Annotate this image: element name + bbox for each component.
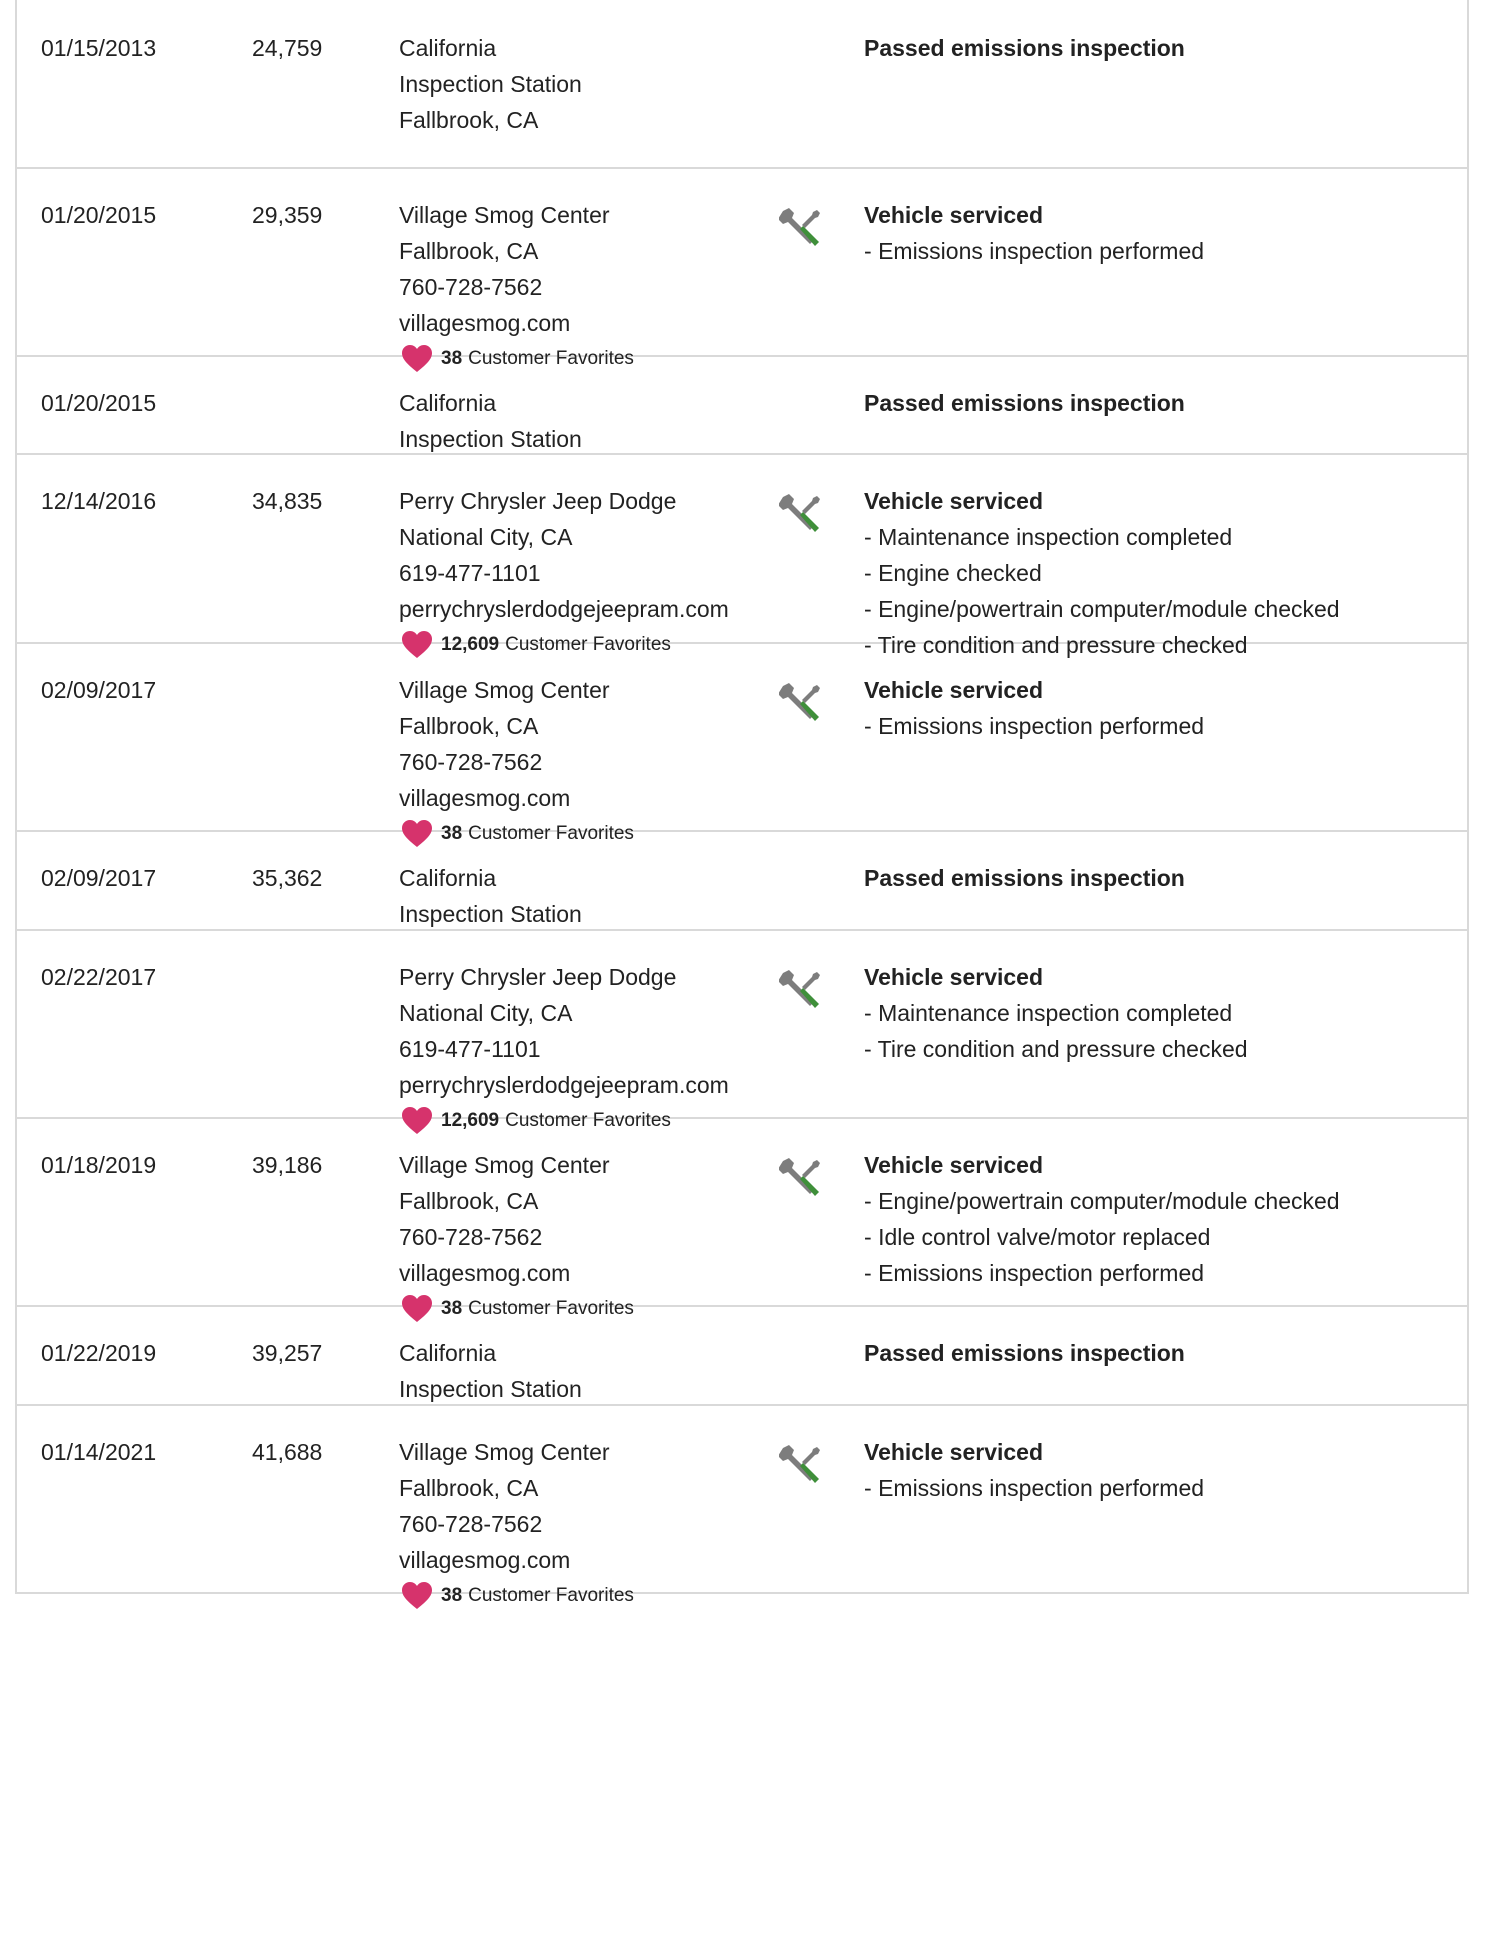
detail-item xyxy=(864,591,1340,627)
source-website-link[interactable]: perrychryslerdodgejeepram.com xyxy=(399,596,729,622)
record-source xyxy=(399,860,582,932)
wrench-screwdriver-icon xyxy=(779,491,823,535)
table-row xyxy=(17,1119,1467,1319)
source-line: Inspection Station xyxy=(399,901,582,927)
record-source xyxy=(399,483,729,663)
source-line: California xyxy=(399,1340,497,1366)
record-source xyxy=(399,30,582,138)
bullet-dash: - xyxy=(864,560,879,586)
favorites-label: Customer Favorites xyxy=(468,823,634,844)
record-date: 01/15/2013 xyxy=(41,35,157,61)
source-line: 760-728-7562 xyxy=(399,1511,543,1537)
record-comments xyxy=(864,483,1340,663)
source-line: 760-728-7562 xyxy=(399,274,543,300)
source-line: Perry Chrysler Jeep Dodge xyxy=(399,964,677,990)
detail-text: Emissions inspection performed xyxy=(878,713,1205,739)
detail-text: Engine/powertrain computer/module checked xyxy=(878,596,1340,622)
favorites-count: 38 xyxy=(441,348,463,369)
source-line: Fallbrook, CA xyxy=(399,107,539,133)
record-title: Passed emissions inspection xyxy=(864,1340,1185,1366)
table-row xyxy=(17,1406,1467,1606)
wrench-screwdriver-icon xyxy=(779,1155,823,1199)
wrench-screwdriver-icon xyxy=(779,205,823,249)
source-line: Fallbrook, CA xyxy=(399,238,539,264)
detail-item xyxy=(864,233,1204,269)
favorites-count: 12,609 xyxy=(441,634,500,655)
record-date: 02/22/2017 xyxy=(41,964,157,990)
source-line: Village Smog Center xyxy=(399,202,610,228)
source-line: Perry Chrysler Jeep Dodge xyxy=(399,488,677,514)
table-row xyxy=(17,644,1467,844)
table-row xyxy=(17,931,1467,1131)
detail-item xyxy=(864,708,1204,744)
bullet-dash: - xyxy=(864,1475,879,1501)
record-comments xyxy=(864,30,1185,66)
source-line: 760-728-7562 xyxy=(399,1224,543,1250)
record-source xyxy=(399,197,634,377)
record-title: Passed emissions inspection xyxy=(864,865,1185,891)
source-line: Village Smog Center xyxy=(399,1439,610,1465)
source-line: Inspection Station xyxy=(399,1376,582,1402)
detail-text: Tire condition and pressure checked xyxy=(877,1036,1248,1062)
bullet-dash: - xyxy=(864,713,879,739)
record-date: 01/20/2015 xyxy=(41,390,157,416)
bullet-dash: - xyxy=(864,632,878,658)
record-title: Vehicle serviced xyxy=(864,488,1044,514)
detail-item xyxy=(864,1031,1248,1067)
source-website-link[interactable]: villagesmog.com xyxy=(399,1260,571,1286)
source-line: Fallbrook, CA xyxy=(399,1188,539,1214)
record-comments xyxy=(864,860,1185,896)
source-line: Inspection Station xyxy=(399,426,582,452)
record-title: Vehicle serviced xyxy=(864,964,1044,990)
record-date: 02/09/2017 xyxy=(41,865,157,891)
record-title: Vehicle serviced xyxy=(864,1152,1044,1178)
bullet-dash: - xyxy=(864,596,879,622)
vehicle-history-table xyxy=(15,0,1469,1606)
detail-item xyxy=(864,1183,1340,1219)
wrench-screwdriver-icon xyxy=(779,1442,823,1486)
record-mileage: 39,186 xyxy=(252,1152,323,1178)
record-title: Vehicle serviced xyxy=(864,677,1044,703)
source-line: 619-477-1101 xyxy=(399,560,541,586)
source-line: Fallbrook, CA xyxy=(399,713,539,739)
record-source xyxy=(399,672,634,852)
favorites-label: Customer Favorites xyxy=(505,634,671,655)
bullet-dash: - xyxy=(864,1036,878,1062)
table-row xyxy=(17,0,1467,169)
bullet-dash: - xyxy=(864,524,879,550)
bullet-dash: - xyxy=(864,238,879,264)
bullet-dash: - xyxy=(864,1260,879,1286)
record-comments xyxy=(864,1147,1340,1291)
record-date: 01/20/2015 xyxy=(41,202,157,228)
source-line: California xyxy=(399,865,497,891)
source-website-link[interactable]: villagesmog.com xyxy=(399,785,571,811)
detail-item xyxy=(864,555,1340,591)
record-date: 12/14/2016 xyxy=(41,488,157,514)
record-source xyxy=(399,1147,634,1327)
bullet-dash: - xyxy=(864,1000,879,1026)
record-source xyxy=(399,385,582,457)
source-line: Village Smog Center xyxy=(399,1152,610,1178)
record-comments xyxy=(864,1335,1185,1371)
detail-item xyxy=(864,1219,1340,1255)
favorites-count: 38 xyxy=(441,1585,463,1606)
detail-text: Maintenance inspection completed xyxy=(878,524,1233,550)
wrench-screwdriver-icon xyxy=(779,967,823,1011)
record-title: Vehicle serviced xyxy=(864,202,1044,228)
record-date: 02/09/2017 xyxy=(41,677,157,703)
bullet-dash: - xyxy=(864,1188,879,1214)
detail-text: Emissions inspection performed xyxy=(878,238,1205,264)
source-line: National City, CA xyxy=(399,524,573,550)
table-row xyxy=(17,1307,1467,1406)
record-comments xyxy=(864,385,1185,421)
detail-text: Engine checked xyxy=(878,560,1042,586)
record-mileage: 35,362 xyxy=(252,865,323,891)
customer-favorites[interactable] xyxy=(399,1578,634,1614)
detail-item xyxy=(864,1470,1204,1506)
record-source xyxy=(399,959,729,1139)
source-line: Inspection Station xyxy=(399,71,582,97)
detail-item xyxy=(864,995,1248,1031)
source-line: Fallbrook, CA xyxy=(399,1475,539,1501)
source-line: Village Smog Center xyxy=(399,677,610,703)
favorites-count: 38 xyxy=(441,1298,463,1319)
heart-icon xyxy=(401,1581,433,1611)
detail-item xyxy=(864,1255,1340,1291)
detail-text: Maintenance inspection completed xyxy=(878,1000,1233,1026)
favorites-count: 12,609 xyxy=(441,1110,500,1131)
record-date: 01/18/2019 xyxy=(41,1152,157,1178)
source-website-link[interactable]: perrychryslerdodgejeepram.com xyxy=(399,1072,729,1098)
record-mileage: 24,759 xyxy=(252,35,323,61)
source-line: National City, CA xyxy=(399,1000,573,1026)
record-comments xyxy=(864,1434,1204,1506)
detail-text: Tire condition and pressure checked xyxy=(877,632,1248,658)
record-title: Vehicle serviced xyxy=(864,1439,1044,1465)
favorites-label: Customer Favorites xyxy=(505,1110,671,1131)
detail-text: Emissions inspection performed xyxy=(878,1475,1205,1501)
record-source xyxy=(399,1434,634,1614)
record-mileage: 39,257 xyxy=(252,1340,323,1366)
source-website-link[interactable]: villagesmog.com xyxy=(399,1547,571,1573)
table-row xyxy=(17,357,1467,455)
source-line: California xyxy=(399,35,497,61)
favorites-count: 38 xyxy=(441,823,463,844)
table-row xyxy=(17,455,1467,658)
detail-text: Idle control valve/motor replaced xyxy=(878,1224,1211,1250)
record-date: 01/14/2021 xyxy=(41,1439,157,1465)
source-line: 619-477-1101 xyxy=(399,1036,541,1062)
record-comments xyxy=(864,197,1204,269)
source-line: 760-728-7562 xyxy=(399,749,543,775)
record-comments xyxy=(864,672,1204,744)
wrench-screwdriver-icon xyxy=(779,680,823,724)
source-website-link[interactable]: villagesmog.com xyxy=(399,310,571,336)
favorites-label: Customer Favorites xyxy=(468,1298,634,1319)
favorites-label: Customer Favorites xyxy=(468,1585,634,1606)
detail-item xyxy=(864,519,1340,555)
record-date: 01/22/2019 xyxy=(41,1340,157,1366)
table-row xyxy=(17,832,1467,931)
record-title: Passed emissions inspection xyxy=(864,390,1185,416)
record-mileage: 29,359 xyxy=(252,202,323,228)
detail-text: Engine/powertrain computer/module checked xyxy=(878,1188,1340,1214)
record-mileage: 34,835 xyxy=(252,488,323,514)
favorites-label: Customer Favorites xyxy=(468,348,634,369)
record-source xyxy=(399,1335,582,1407)
source-line: California xyxy=(399,390,497,416)
record-mileage: 41,688 xyxy=(252,1439,323,1465)
bullet-dash: - xyxy=(864,1224,879,1250)
record-title: Passed emissions inspection xyxy=(864,35,1185,61)
detail-text: Emissions inspection performed xyxy=(878,1260,1205,1286)
record-comments xyxy=(864,959,1248,1067)
table-row xyxy=(17,169,1467,369)
